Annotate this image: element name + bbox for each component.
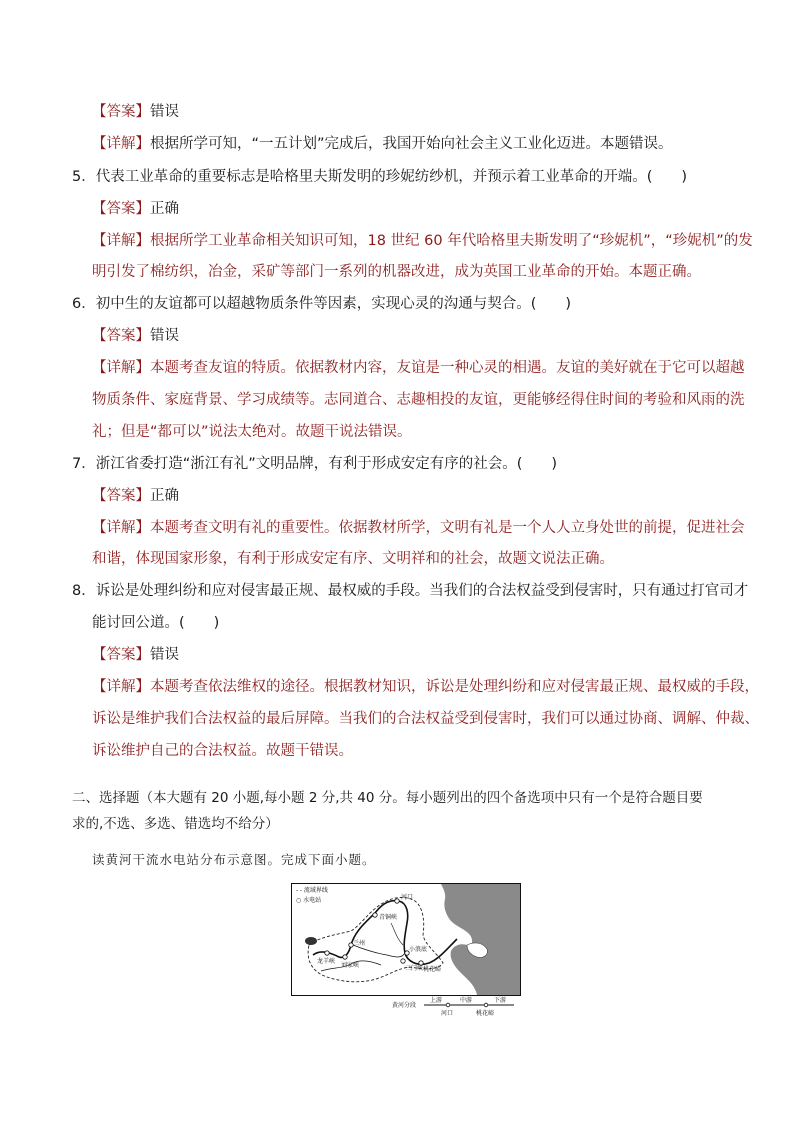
label-taohuayu: 桃花峪 [423,966,442,973]
q8-detail-2: 诉讼是维护我们合法权益的最后屏障。当我们的合法权益受到侵害时，我们可以通过协商、调解、仲裁、 [92,711,759,727]
axis-hekou: 河口 [441,1010,454,1017]
q8-detail-line-1 [92,677,759,697]
axis-node-hekou [446,1003,450,1007]
q8-detail-1: 本题考查依法维权的途径。根据教材知识，诉讼是处理纠纷和应对侵害最正规、最权威的手段， [150,679,759,695]
axis-middle: 中游 [460,997,473,1004]
q4-detail: 根据所学可知，“一五计划”完成后，我国开始向社会主义工业化迈进。本题错误。 [150,136,673,152]
answer-tag: 【答案】 [92,328,150,344]
answer-tag: 【答案】 [92,104,150,120]
answer-tag: 【答案】 [92,647,150,663]
section2-heading-2: 求的,不选、多选、错选均不给分） [72,816,279,832]
q6-detail-2: 物质条件、家庭背景、学习成绩等。志同道合、志趣相投的友谊，更能够经得住时间的考验和风雨的洗 [92,392,745,408]
q5-stem: 5．代表工业革命的重要标志是哈格里夫斯发明的珍妮纺纱机，并预示着工业革命的开端。( ) [72,169,688,185]
q6-detail-1: 本题考查友谊的特质。依据教材内容，友谊是一种心灵的相遇。友谊的美好就在于它可以超越 [150,360,745,376]
river-section-axis [386,996,521,1020]
q8-stem-1: 8．诉讼是处理纠纷和应对侵害最正规、最权威的手段。当我们的合法权益受到侵害时，只有通过打官司才 [72,583,749,599]
legend-boundary: - - 流域界线 [296,887,328,894]
label-sanmenxia: 三门峡 [405,965,424,972]
q8-answer: 错误 [150,647,179,663]
q7-answer: 正确 [150,488,179,504]
station-qingtongxia [373,913,377,917]
detail-tag: 【详解】 [92,360,150,376]
legend-station: ○ 水电站 [296,897,322,904]
q5-detail-2: 明引发了棉纺织，冶金，采矿等部门一系列的机器改进，成为英国工业革命的开始。本题正确。 [92,264,701,280]
q7-stem: 7．浙江省委打造“浙江有礼”文明品牌，有利于形成安定有序的社会。( ) [72,456,558,472]
detail-tag: 【详解】 [92,233,150,249]
detail-tag: 【详解】 [92,520,150,536]
q6-detail-line-1 [92,358,745,378]
q4-detail-line [92,134,673,154]
answer-tag: 【答案】 [92,488,150,504]
axis-lower: 下游 [494,997,507,1004]
station-sanmenxia [401,959,405,963]
detail-tag: 【详解】 [92,679,150,695]
q4-answer-line [92,102,179,122]
map-intro: 读黄河干流水电站分布示意图。完成下面小题。 [92,852,376,867]
label-xiaolangdi: 小浪底 [409,946,428,953]
axis-upper: 上游 [430,997,443,1004]
q5-detail-line-1 [92,231,753,251]
q5-detail-1: 根据所学工业革命相关知识可知，18 世纪 60 年代哈格里夫斯发明了“珍妮机”，“珍妮机”的发 [150,233,753,249]
answer-tag: 【答案】 [92,201,150,217]
q5-answer-line [92,199,179,219]
q7-detail-1: 本题考查文明有礼的重要性。依据教材所学，文明有礼是一个人人立身处世的前提，促进社会 [150,520,745,536]
q7-answer-line [92,486,179,506]
source-lake [305,937,317,945]
q7-detail-2: 和谐，体现国家形象，有利于形成安定有序、文明祥和的社会，故题文说法正确。 [92,551,614,567]
axis-node-taohuayu [484,1003,488,1007]
label-qingtongxia: 青铜峡 [379,914,398,921]
station-liujiaxia [343,955,347,959]
station-longyangxia [325,951,329,955]
label-hekou: 河口 [401,894,414,901]
axis-taohuayu: 桃花峪 [476,1010,495,1017]
q8-detail-3: 诉讼维护自己的合法权益。故题干错误。 [92,743,353,759]
yellow-river-map [291,883,521,996]
q4-answer: 错误 [150,104,179,120]
label-longyangxia: 龙羊峡 [317,958,336,965]
label-liujiaxia: 刘家峡 [341,962,360,969]
q8-answer-line [92,645,179,665]
label-lanzhou: 兰州 [353,940,366,947]
q6-stem: 6．初中生的友谊都可以超越物质条件等因素，实现心灵的沟通与契合。( ) [72,296,572,312]
q5-answer: 正确 [150,201,179,217]
detail-tag: 【详解】 [92,136,150,152]
q6-detail-3: 礼；但是“都可以”说法太绝对。故题干说法错误。 [92,424,412,440]
q6-answer: 错误 [150,328,179,344]
section2-heading-1: 二、选择题（本大题有 20 小题,每小题 2 分,共 40 分。每小题列出的四个备选项中只有一个是符合题目要 [72,790,703,806]
q7-detail-line-1 [92,518,745,538]
q8-stem-2: 能讨回公道。( ) [92,615,220,631]
axis-title: 黄河分段 [392,1002,417,1009]
station-hekou [395,899,399,903]
q6-answer-line [92,326,179,346]
